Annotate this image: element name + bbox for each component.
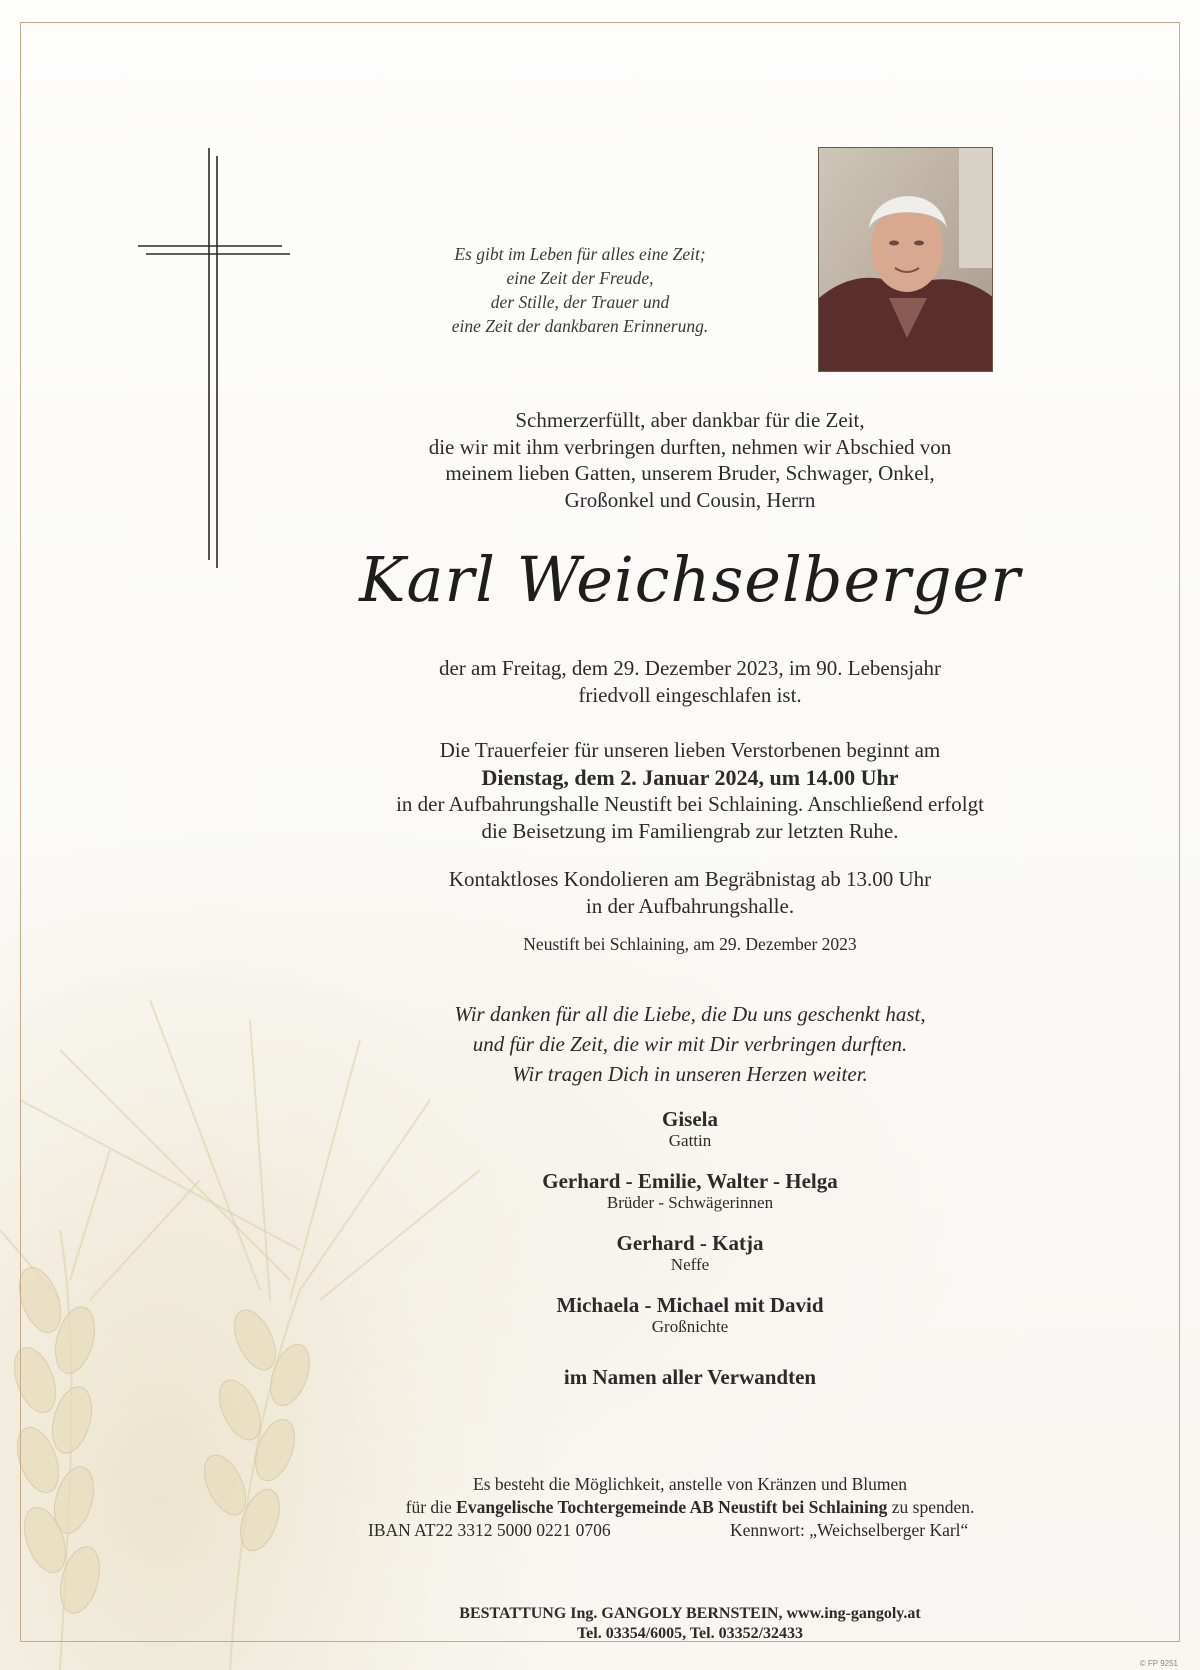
family-relation: Brüder - Schwägerinnen bbox=[606, 1193, 774, 1212]
donation-prefix: für die bbox=[405, 1497, 452, 1517]
opening-quote bbox=[380, 242, 780, 338]
family-list bbox=[300, 1107, 1080, 1355]
family-relation: Gattin bbox=[668, 1131, 712, 1150]
dateline-text: Neustift bei Schlaining, am 29. Dezember 2023 bbox=[523, 934, 857, 954]
thanks-text bbox=[300, 999, 1080, 1089]
family-names: Gerhard - Emilie, Walter - Helga bbox=[542, 1169, 838, 1193]
intro-line: Großonkel und Cousin, Herrn bbox=[564, 487, 816, 512]
donation-suffix: zu spenden. bbox=[891, 1497, 975, 1517]
condolence-line: in der Aufbahrungshalle. bbox=[585, 894, 795, 918]
intro-text bbox=[300, 407, 1080, 513]
condolence-info bbox=[300, 866, 1080, 920]
ceremony-place: in der Aufbahrungshalle Neustift bei Schlaining. Anschließend erfolgt bbox=[396, 792, 984, 816]
ceremony-intro: Die Trauerfeier für unseren lieben Verstorbenen beginnt am bbox=[439, 738, 941, 762]
print-code: © FP 9251 bbox=[1139, 1659, 1178, 1668]
cross-icon bbox=[0, 0, 300, 600]
family-relation: Großnichte bbox=[651, 1317, 729, 1336]
thanks-line: Wir danken für all die Liebe, die Du uns geschenkt hast, bbox=[454, 1002, 926, 1026]
death-line: der am Freitag, dem 29. Dezember 2023, im 90. Lebensjahr bbox=[438, 656, 942, 680]
quote-line: Es gibt im Leben für alles eine Zeit; bbox=[454, 244, 706, 264]
family-relation: Neffe bbox=[670, 1255, 710, 1274]
ceremony-datetime: Dienstag, dem 2. Januar 2024, um 14.00 Uhr bbox=[481, 765, 899, 790]
funeral-home-phone: Tel. 03354/6005, Tel. 03352/32433 bbox=[576, 1625, 804, 1642]
condolence-line: Kontaktloses Kondolieren am Begräbnistag ab 13.00 Uhr bbox=[448, 867, 932, 891]
death-notice bbox=[300, 655, 1080, 708]
quote-line: eine Zeit der dankbaren Erinnerung. bbox=[451, 316, 709, 336]
death-line: friedvoll eingeschlafen ist. bbox=[578, 682, 802, 707]
bank-details bbox=[300, 1519, 1080, 1542]
family-names: Michaela - Michael mit David bbox=[556, 1293, 824, 1317]
closing-line: im Namen aller Verwandten bbox=[563, 1365, 817, 1389]
iban: IBAN AT22 3312 5000 0221 0706 bbox=[368, 1520, 611, 1540]
dateline bbox=[300, 933, 1080, 955]
ceremony-info bbox=[300, 737, 1080, 845]
donation-line bbox=[300, 1496, 1080, 1519]
family-names: Gerhard - Katja bbox=[616, 1231, 764, 1255]
intro-line: Schmerzerfüllt, aber dankbar für die Zeit, bbox=[515, 408, 865, 432]
ceremony-place: die Beisetzung im Familiengrab zur letzten Ruhe. bbox=[481, 819, 899, 843]
donation-line: Es besteht die Möglichkeit, anstelle von Kränzen und Blumen bbox=[473, 1474, 907, 1494]
deceased-name: Karl Weichselberger bbox=[359, 543, 1021, 616]
donation-organization: Evangelische Tochtergemeinde AB Neustift bei Schlaining bbox=[456, 1497, 888, 1517]
quote-line: der Stille, der Trauer und bbox=[490, 292, 670, 312]
family-names: Gisela bbox=[662, 1107, 718, 1131]
portrait-image bbox=[819, 148, 993, 372]
deceased-photo bbox=[818, 147, 993, 372]
funeral-home bbox=[300, 1604, 1080, 1644]
intro-line: meinem lieben Gatten, unserem Bruder, Schwager, Onkel, bbox=[445, 461, 935, 485]
thanks-line: und für die Zeit, die wir mit Dir verbringen durften. bbox=[472, 1032, 908, 1056]
quote-line: eine Zeit der Freude, bbox=[506, 268, 654, 288]
funeral-home-line: BESTATTUNG Ing. GANGOLY BERNSTEIN, www.ing-gangoly.at bbox=[459, 1605, 921, 1622]
donation-info bbox=[300, 1473, 1080, 1542]
intro-line: die wir mit ihm verbringen durften, nehmen wir Abschied von bbox=[428, 434, 952, 459]
donation-keyword: Kennwort: „Weichselberger Karl“ bbox=[730, 1520, 969, 1540]
thanks-line: Wir tragen Dich in unseren Herzen weiter. bbox=[512, 1062, 868, 1086]
